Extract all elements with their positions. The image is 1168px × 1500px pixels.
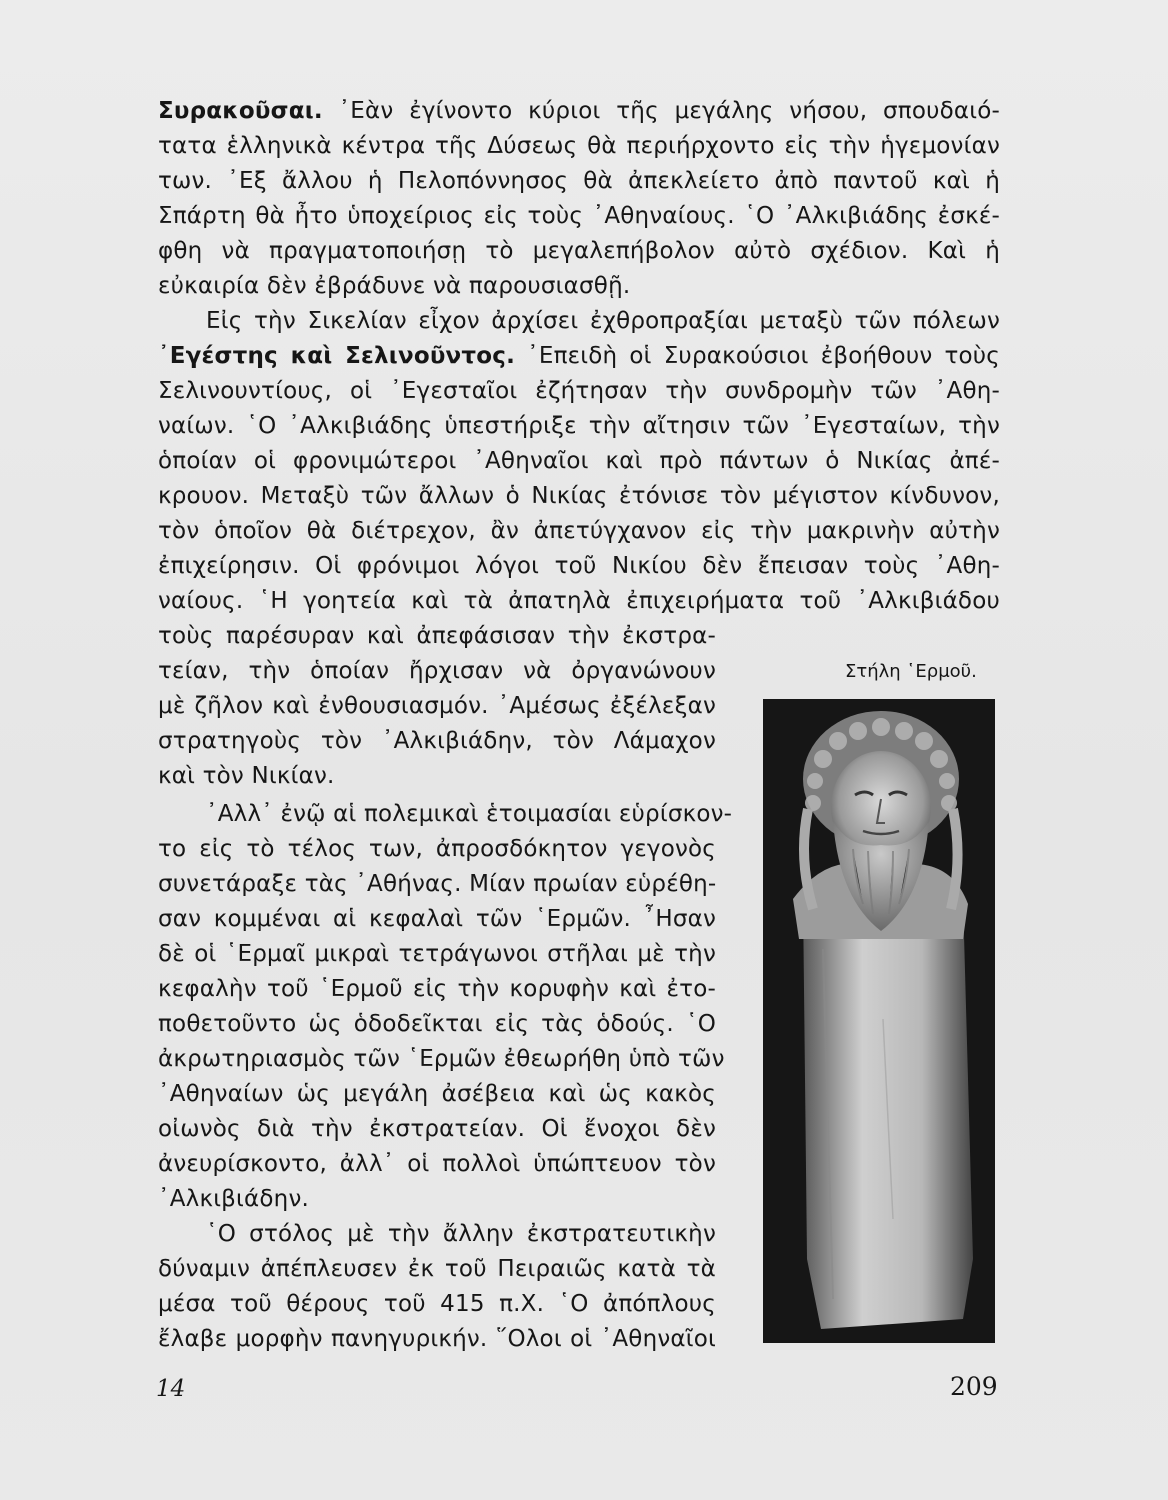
text-line: το εἰς τὸ τέλος των, ἀπροσδόκητον γεγονὸς bbox=[158, 836, 716, 862]
text-line: εὐκαιρία δὲν ἐβράδυνε νὰ παρουσιασθῇ. bbox=[158, 273, 631, 299]
page-number: 209 bbox=[950, 1372, 998, 1401]
herm-stele-illustration bbox=[763, 699, 995, 1343]
text-line: συνετάραξε τὰς ᾿Αθήνας. Μίαν πρωίαν εὑρέθη- bbox=[158, 871, 717, 897]
text-line: κεφαλὴν τοῦ ῾Ερμοῦ εἰς τὴν κορυφὴν καὶ ἐτο- bbox=[158, 976, 716, 1002]
paragraph-start-line: Εἰς τὴν Σικελίαν εἶχον ἀρχίσει ἐχθροπραξίαι μεταξὺ τῶν πόλεων bbox=[206, 308, 1000, 334]
text-line: τατα ἑλληνικὰ κέντρα τῆς Δύσεως θὰ περιήρχοντο εἰς τὴν ἡγεμονίαν bbox=[158, 133, 1000, 159]
text-line: ᾿Αθηναίων ὡς μεγάλη ἀσέβεια καὶ ὡς κακὸς bbox=[158, 1081, 716, 1107]
text-line: δύναμιν ἀπέπλευσεν ἐκ τοῦ Πειραιῶς κατὰ τὰ bbox=[158, 1256, 716, 1282]
line-text: ᾿Επειδὴ οἱ Συρακούσιοι ἐβοήθουν τοὺς bbox=[515, 343, 1000, 369]
text-line: φθη νὰ πραγματοποιήσῃ τὸ μεγαλεπήβολον αὐτὸ σχέδιον. Καὶ ἡ bbox=[158, 238, 1000, 264]
text-line: ἀνευρίσκοντο, ἀλλ᾿ οἱ πολλοὶ ὑπώπτευον τὸν bbox=[158, 1151, 716, 1177]
text-line: ποθετοῦντο ὡς ὁδοδεῖκται εἰς τὰς ὁδούς. ῾Ο bbox=[158, 1011, 716, 1037]
text-line: ἐπιχείρησιν. Οἱ φρόνιμοι λόγοι τοῦ Νικίου δὲν ἔπεισαν τοὺς ᾿Αθη- bbox=[158, 553, 1000, 579]
sidenote-heading: Συρακοῦσαι. bbox=[158, 98, 323, 124]
text-line: ναίους. ῾Η γοητεία καὶ τὰ ἀπατηλὰ ἐπιχειρήματα τοῦ ᾿Αλκιβιάδου bbox=[158, 588, 1000, 614]
text-line bbox=[158, 341, 1000, 371]
text-line: στρατηγοὺς τὸν ᾿Αλκιβιάδην, τὸν Λάμαχον bbox=[158, 728, 716, 754]
text-line: ἀκρωτηριασμὸς τῶν ῾Ερμῶν ἐθεωρήθη ὑπὸ τῶν bbox=[158, 1046, 725, 1072]
paragraph-start-line: ᾿Αλλ᾿ ἐνῷ αἱ πολεμικαὶ ἑτοιμασίαι εὑρίσκον- bbox=[206, 801, 733, 827]
text-line bbox=[158, 96, 1000, 126]
text-line: ᾿Αλκιβιάδην. bbox=[158, 1186, 310, 1212]
text-line: των. ᾿Εξ ἄλλου ἡ Πελοπόννησος θὰ ἀπεκλείετο ἀπὸ παντοῦ καὶ ἡ bbox=[158, 168, 1000, 194]
text-line: ὁποίαν οἱ φρονιμώτεροι ᾿Αθηναῖοι καὶ πρὸ πάντων ὁ Νικίας ἀπέ- bbox=[158, 448, 1000, 474]
line-text: ᾿Εὰν ἐγίνοντο κύριοι τῆς μεγάλης νήσου, σπουδαιό- bbox=[322, 98, 1000, 124]
text-line: Σελινουντίους, οἱ ᾿Εγεσταῖοι ἐζήτησαν τὴν συνδρομὴν τῶν ᾿Αθη- bbox=[158, 378, 1000, 404]
signature-mark: 14 bbox=[156, 1376, 186, 1402]
figure-caption: Στήλη ῾Ερμοῦ. bbox=[845, 661, 977, 682]
text-line: τείαν, τὴν ὁποίαν ἤρχισαν νὰ ὀργανώνουν bbox=[158, 658, 716, 684]
text-line: κρουον. Μεταξὺ τῶν ἄλλων ὁ Νικίας ἐτόνισε τὸν μέγιστον κίνδυνον, bbox=[158, 483, 1000, 509]
text-line: δὲ οἱ ῾Ερμαῖ μικραὶ τετράγωνοι στῆλαι μὲ τὴν bbox=[158, 941, 716, 967]
text-line: Σπάρτη θὰ ἦτο ὑποχείριος εἰς τοὺς ᾿Αθηναίους. ῾Ο ᾿Αλκιβιάδης ἐσκέ- bbox=[158, 203, 1000, 229]
text-line: καὶ τὸν Νικίαν. bbox=[158, 763, 335, 789]
text-line: τὸν ὁποῖον θὰ διέτρεχον, ἂν ἀπετύγχανον εἰς τὴν μακρινὴν αὐτὴν bbox=[158, 518, 1000, 544]
text-line: οἰωνὸς διὰ τὴν ἐκστρατείαν. Οἱ ἔνοχοι δὲν bbox=[158, 1116, 716, 1142]
text-line: μὲ ζῆλον καὶ ἐνθουσιασμόν. ᾿Αμέσως ἐξέλεξαν bbox=[158, 693, 716, 719]
text-line: σαν κομμέναι αἱ κεφαλαὶ τῶν ῾Ερμῶν. ῏Ησαν bbox=[158, 906, 716, 932]
text-line: ἔλαβε μορφὴν πανηγυρικήν. ῞Ολοι οἱ ᾿Αθηναῖοι bbox=[158, 1326, 716, 1352]
text-line: μέσα τοῦ θέρους τοῦ 415 π.Χ. ῾Ο ἀπόπλους bbox=[158, 1291, 716, 1317]
herm-stele-photo bbox=[763, 699, 995, 1343]
text-line: ναίων. ῾Ο ᾿Αλκιβιάδης ὑπεστήριξε τὴν αἴτησιν τῶν ᾿Εγεσταίων, τὴν bbox=[158, 413, 1000, 439]
text-line: τοὺς παρέσυραν καὶ ἀπεφάσισαν τὴν ἐκστρα- bbox=[158, 623, 716, 649]
paragraph-start-line: ῾Ο στόλος μὲ τὴν ἄλλην ἐκστρατευτικὴν bbox=[206, 1221, 716, 1247]
sidenote-heading: ᾿Εγέστης καὶ Σελινοῦντος. bbox=[158, 343, 516, 369]
